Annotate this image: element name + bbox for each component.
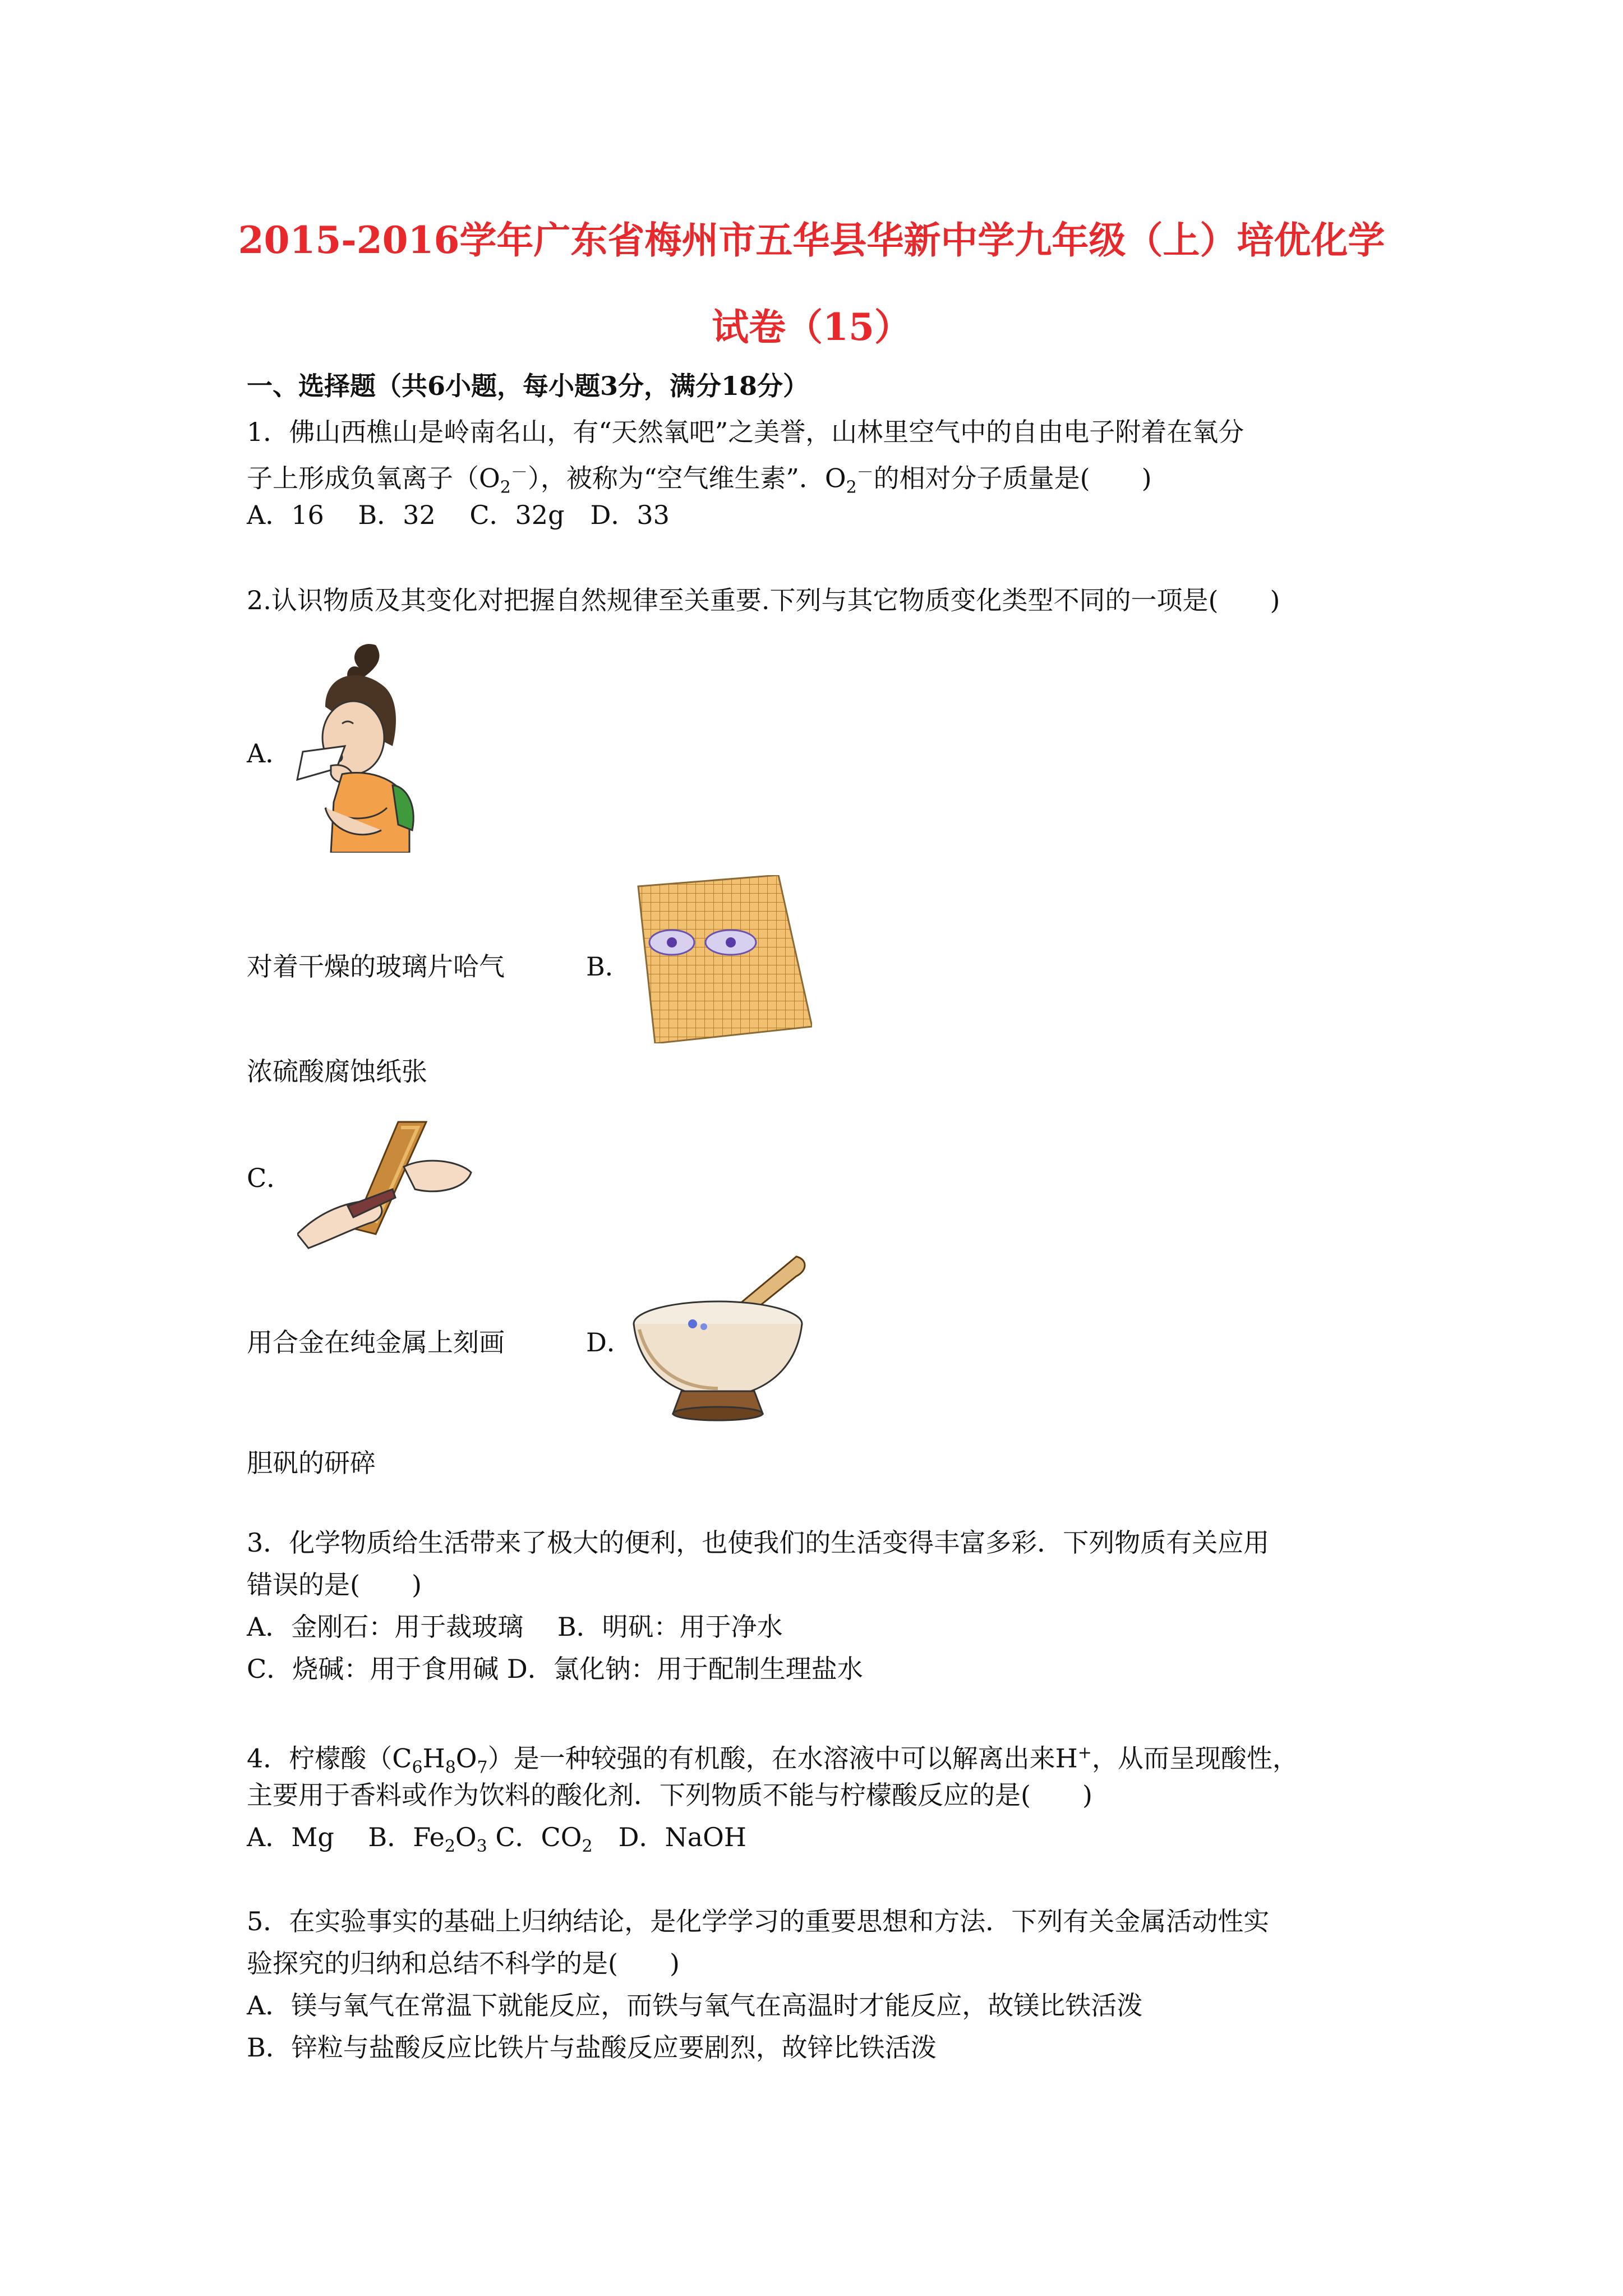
mortar-and-pestle-image (628, 1251, 819, 1425)
q5-option-a: A．镁与氧气在常温下就能反应，而铁与氧气在高温时才能反应，故镁比铁活泼 (247, 1990, 1143, 2021)
girl-breathing-on-glass-image (292, 639, 426, 853)
q5-stem-line2: 验探究的归纳和总结不科学的是( ) (247, 1948, 680, 1978)
q2-option-c-text: 用合金在纯金属上刻画 (247, 1327, 505, 1358)
exam-title-line1: 2015-2016学年广东省梅州市五华县华新中学九年级（上）培优化学 (238, 218, 1385, 262)
q2-option-a-label: A． (247, 738, 292, 769)
q2-option-d-text: 胆矾的研碎 (247, 1448, 376, 1478)
exam-title-line2: 试卷（15） (712, 305, 911, 349)
q2-option-b-text: 浓硫酸腐蚀纸张 (247, 1056, 427, 1087)
q4-stem-line2: 主要用于香料或作为饮料的酸化剂．下列物质不能与柠檬酸反应的是( ) (247, 1780, 1092, 1810)
q2-option-c-label: C． (247, 1163, 293, 1193)
q5-stem-line1: 5．在实验事实的基础上归纳结论，是化学学习的重要思想和方法．下列有关金属活动性实 (247, 1906, 1270, 1936)
q1-stem-line1: 1．佛山西樵山是岭南名山，有“天然氧吧”之美誉，山林里空气中的自由电子附着在氧分 (247, 417, 1244, 447)
q3-stem-line2: 错误的是( ) (247, 1570, 422, 1600)
q2-option-b-label: B． (586, 951, 631, 982)
alloy-scratching-metal-image (297, 1116, 477, 1251)
q2-stem: 2.认识物质及其变化对把握自然规律至关重要.下列与其它物质变化类型不同的一项是( ) (247, 585, 1280, 615)
q1-options: A．16 B．32 C．32g D．33 (247, 500, 670, 530)
q1-stem-line2: 子上形成负氧离子$(O_2^-)$，被称为“空气维生素”．$O_2^-$的相对分子质量是( ) (247, 463, 1152, 498)
q4-stem-line1: 4．柠檬酸$(C_6H_8O_7)$是一种较强的有机酸，在水溶液中可以解离出来H+，从而呈现酸性， (247, 1743, 1298, 1778)
q3-stem-line1: 3．化学物质给生活带来了极大的便利，也使我们的生活变得丰富多彩．下列物质有关应用 (247, 1527, 1270, 1558)
section-heading: 一、选择题（共6小题，每小题3分，满分18分） (247, 371, 809, 401)
q2-option-d-label: D． (586, 1327, 633, 1358)
q5-option-b: B．锌粒与盐酸反应比铁片与盐酸反应要剧烈，故锌比铁活泼 (247, 2032, 937, 2063)
paper-corroded-by-acid-image (633, 875, 812, 1043)
q3-options-cd: C．烧碱：用于食用碱 D．氯化钠：用于配制生理盐水 (247, 1654, 863, 1684)
q2-option-a-text: 对着干燥的玻璃片哈气 (247, 951, 505, 982)
q4-options: A．Mg B．$Fe_2O_3$ C．$CO_2$ D．NaOH (247, 1822, 746, 1857)
q3-options-ab: A．金刚石：用于裁玻璃 B．明矾：用于净水 (247, 1612, 783, 1642)
